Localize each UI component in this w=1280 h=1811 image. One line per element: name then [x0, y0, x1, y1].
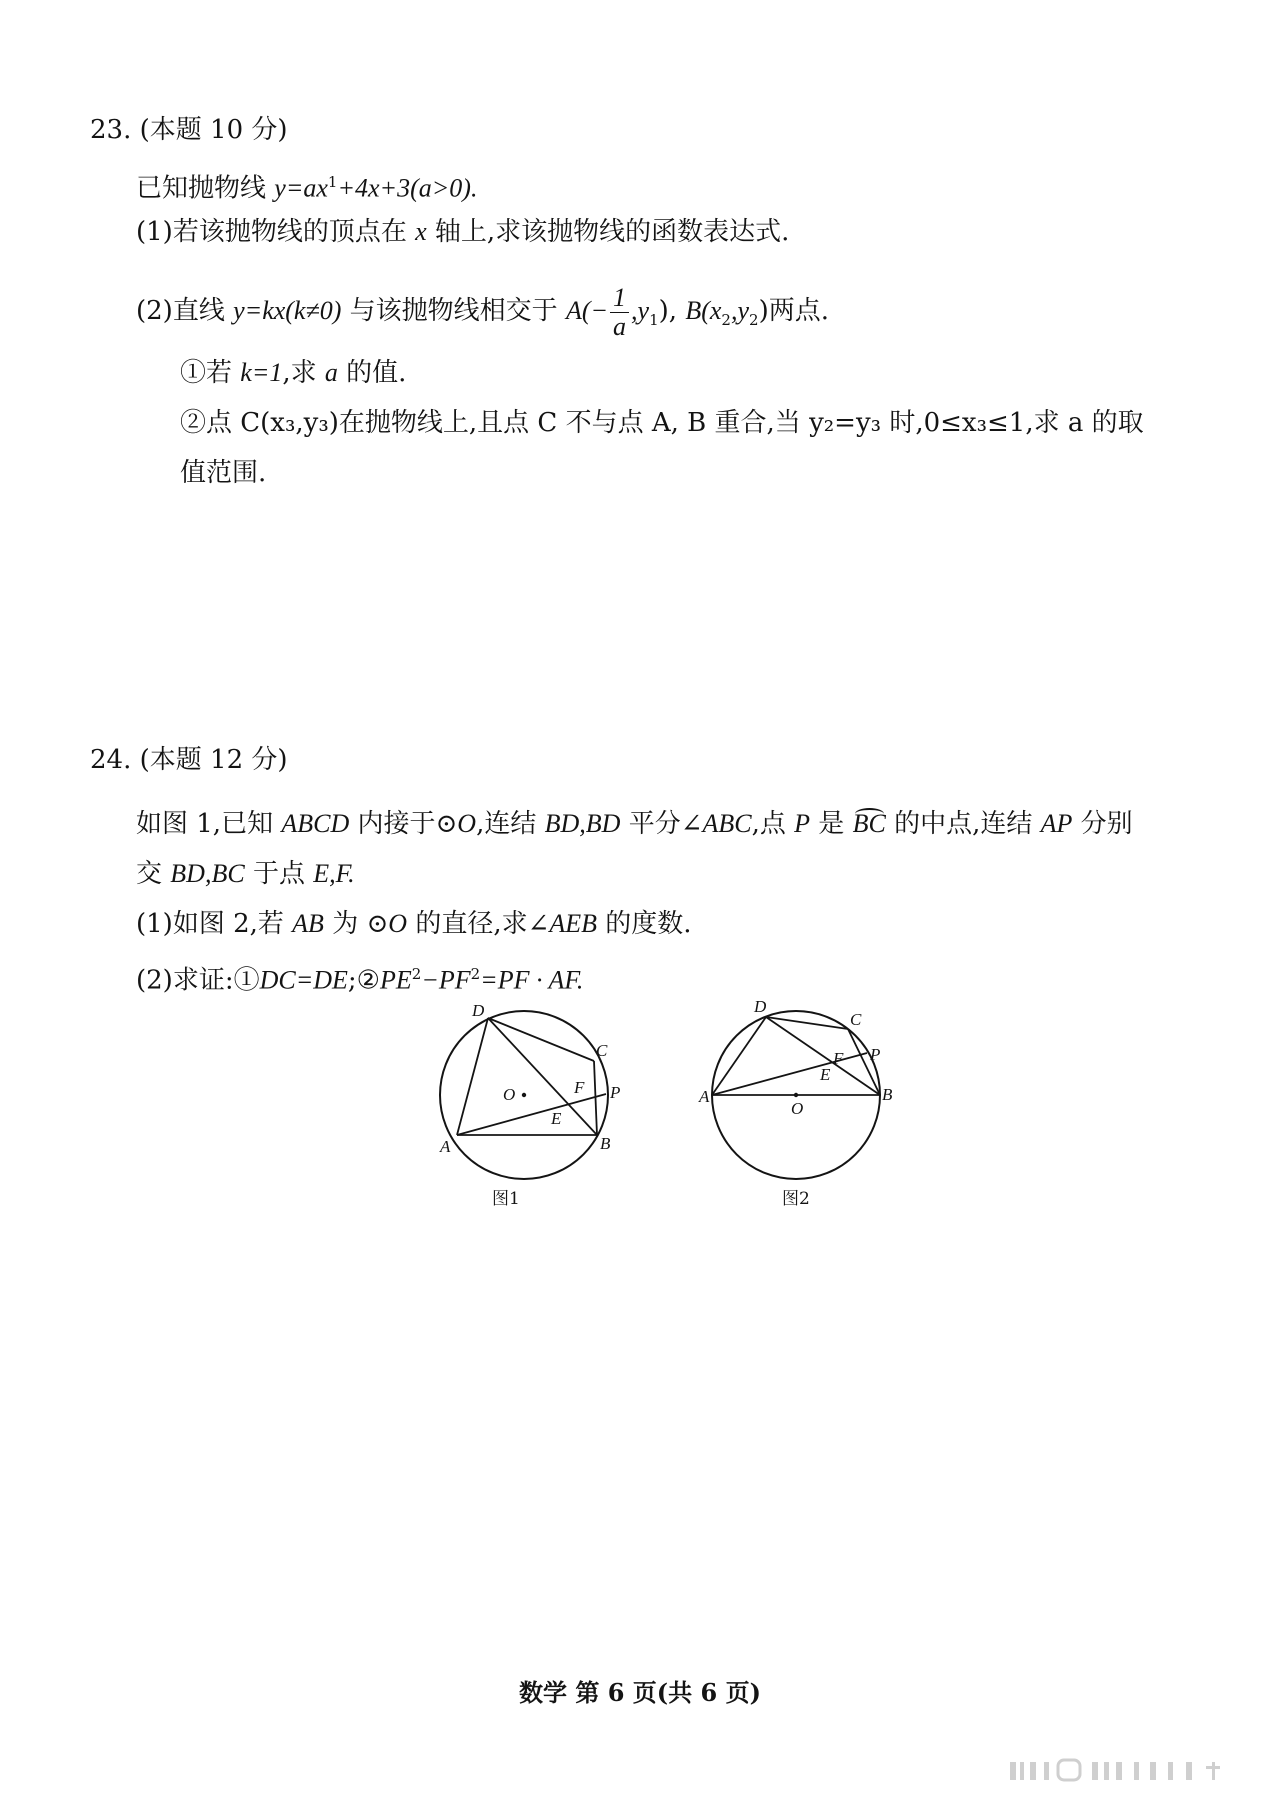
q24-part2-c: ;②: [347, 965, 380, 996]
q24-points: (本题 12 分): [139, 745, 288, 775]
q24-stem-g: 平分∠: [628, 809, 703, 839]
q23-number: 23.: [90, 115, 132, 145]
q23-sub2a: 2: [721, 311, 731, 330]
q23-points: (本题 10 分): [139, 115, 288, 145]
q24-line2-a: 交: [136, 859, 163, 889]
fig1-segment-AD: [457, 1018, 488, 1135]
q23-part2-prefix: (2)直线: [136, 296, 225, 326]
q23-frac-num: 1: [610, 284, 629, 313]
fig2-label-E: E: [820, 1065, 831, 1084]
fig1-center-dot: [522, 1093, 526, 1097]
q24-part1: [136, 906, 692, 942]
fig2-label-D: D: [754, 997, 767, 1016]
figure-1: [434, 1000, 634, 1190]
q23-point-A-y: ,y: [631, 296, 650, 325]
q24-arc-bc: BC: [853, 806, 886, 842]
page-footer: 数学 第 6 页(共 6 页): [519, 1678, 761, 1707]
fig2-segment-AP: [712, 1053, 867, 1095]
q23-formula-y: y: [274, 173, 286, 203]
q23-part1-var: x: [415, 217, 427, 246]
fig2-label-A: A: [699, 1087, 710, 1106]
q23-sub2-line2: 值范围.: [180, 458, 267, 488]
q24-stem-line2: [136, 856, 355, 892]
fig1-segment-DB: [488, 1018, 597, 1135]
fig1-segment-AP: [457, 1094, 606, 1135]
q24-header: [90, 742, 288, 778]
q23-part1-rest: 轴上,求该抛物线的函数表达式.: [434, 217, 790, 247]
q24-part2-d: PE: [380, 965, 412, 995]
fig1-label-A: A: [440, 1137, 451, 1156]
q23-sub1-var: a: [324, 358, 338, 387]
q23-sub1: [180, 355, 406, 391]
q24-part1-e: 的直径,求∠: [415, 909, 550, 939]
q23-sub2-line1: ②点 C(x₃,y₃)在抛物线上,且点 C 不与点 A, B 重合,当 y₂=y₃ 时,0≤x₃≤1,求 a 的取: [180, 408, 1144, 438]
q24-part2-sup2: 2: [470, 965, 481, 983]
q23-sub1: 1: [649, 311, 659, 330]
q23-sub1-mid: ,求: [282, 358, 317, 388]
fig2-caption: 图2: [782, 1189, 810, 1209]
q24-part1-d: O: [388, 909, 408, 938]
q24-part2-e: −PF: [421, 965, 471, 995]
q23-point-A-close: ),: [658, 296, 678, 326]
q23-sub1-suffix: 的值.: [346, 358, 407, 388]
q23-stem: [136, 164, 477, 207]
q24-stem-c: 内接于⊙: [357, 809, 458, 839]
q23-part2-line: y=kx(k≠0): [233, 296, 342, 325]
fig2-label-B: B: [882, 1085, 893, 1104]
q24-stem-n: 分别: [1080, 809, 1133, 839]
q23-header: [90, 112, 288, 148]
q24-stem-i: ,点: [751, 809, 786, 839]
q23-part2-suffix: 两点.: [768, 296, 829, 326]
fig2-label-P: P: [870, 1045, 881, 1064]
q24-line2-b: BD,BC: [170, 859, 245, 888]
q23-fraction: [610, 284, 629, 341]
q23-point-B-mid: ,y: [730, 296, 750, 325]
q24-stem-l: 的中点,连结: [894, 809, 1033, 839]
q23-point-B-end: ): [758, 296, 769, 326]
q24-line2-d: E,F.: [313, 859, 355, 888]
scan-artifact: [1010, 1758, 1240, 1784]
q24-part1-a: (1)如图 2,若: [136, 909, 284, 939]
fig1-label-O: O: [503, 1085, 516, 1104]
q23-part1: [136, 214, 789, 250]
q23-sub1-cond: k=1: [240, 358, 283, 387]
q23-formula-sup: 1: [327, 173, 338, 191]
q23-part1-text: (1)若该抛物线的顶点在: [136, 217, 407, 247]
q24-number: 24.: [90, 745, 132, 775]
q24-part2-a: (2)求证:①: [136, 965, 260, 996]
q23-sub1-prefix: ①若: [180, 358, 233, 388]
q24-part2-sup1: 2: [411, 965, 422, 983]
q24-part2: [136, 956, 583, 999]
q24-part1-b: AB: [292, 909, 324, 938]
fig2-label-F: F: [833, 1049, 844, 1068]
q23-frac-den: a: [613, 311, 627, 341]
q24-stem-f: BD,BD: [544, 809, 621, 838]
fig1-label-B: B: [600, 1134, 611, 1153]
fig1-label-P: P: [610, 1083, 621, 1102]
q24-part2-b: DC=DE: [259, 965, 348, 995]
fig2-center-dot: [794, 1093, 798, 1097]
q24-stem-e: ,连结: [476, 809, 537, 839]
q23-sub2b: 2: [749, 311, 759, 330]
fig1-label-D: D: [472, 1001, 485, 1020]
fig2-label-O: O: [791, 1099, 804, 1118]
q24-stem-j: P: [794, 809, 811, 838]
q24-stem-b: ABCD: [281, 809, 350, 838]
fig2-label-C: C: [850, 1010, 862, 1029]
q24-stem-h: ABC: [702, 809, 752, 838]
q24-stem-m: AP: [1040, 809, 1073, 838]
q24-stem-a: 如图 1,已知: [136, 809, 274, 839]
q24-line2-c: 于点: [252, 859, 305, 889]
q23-formula-cond: a>0).: [418, 173, 478, 203]
q23-point-A: A(−: [565, 296, 609, 325]
fig1-caption: 图1: [492, 1189, 520, 1209]
figure-2: [696, 990, 896, 1190]
q24-part1-c: 为 ⊙: [332, 909, 389, 939]
q23-point-B: B(x: [685, 296, 722, 325]
fig1-segment-DC: [488, 1018, 594, 1061]
fig1-label-C: C: [596, 1041, 608, 1060]
q24-stem-line1: [136, 806, 1133, 842]
q23-formula-ax: =ax: [285, 173, 328, 203]
q24-part1-g: 的度数.: [605, 909, 692, 939]
q24-part2-f: =PF · AF.: [480, 965, 584, 995]
q24-part1-f: AEB: [549, 909, 598, 938]
q23-formula-rest: +4x+3(: [337, 173, 419, 203]
q23-part2-mid: 与该抛物线相交于: [349, 296, 558, 326]
q23-part2: [136, 276, 829, 355]
q24-stem-k: 是: [818, 809, 845, 839]
q24-stem-d: O: [457, 809, 477, 838]
fig1-label-F: F: [574, 1078, 585, 1097]
q23-stem-text: 已知抛物线: [136, 173, 267, 204]
fig2-segment-DC: [766, 1017, 848, 1029]
fig1-label-E: E: [551, 1109, 562, 1128]
